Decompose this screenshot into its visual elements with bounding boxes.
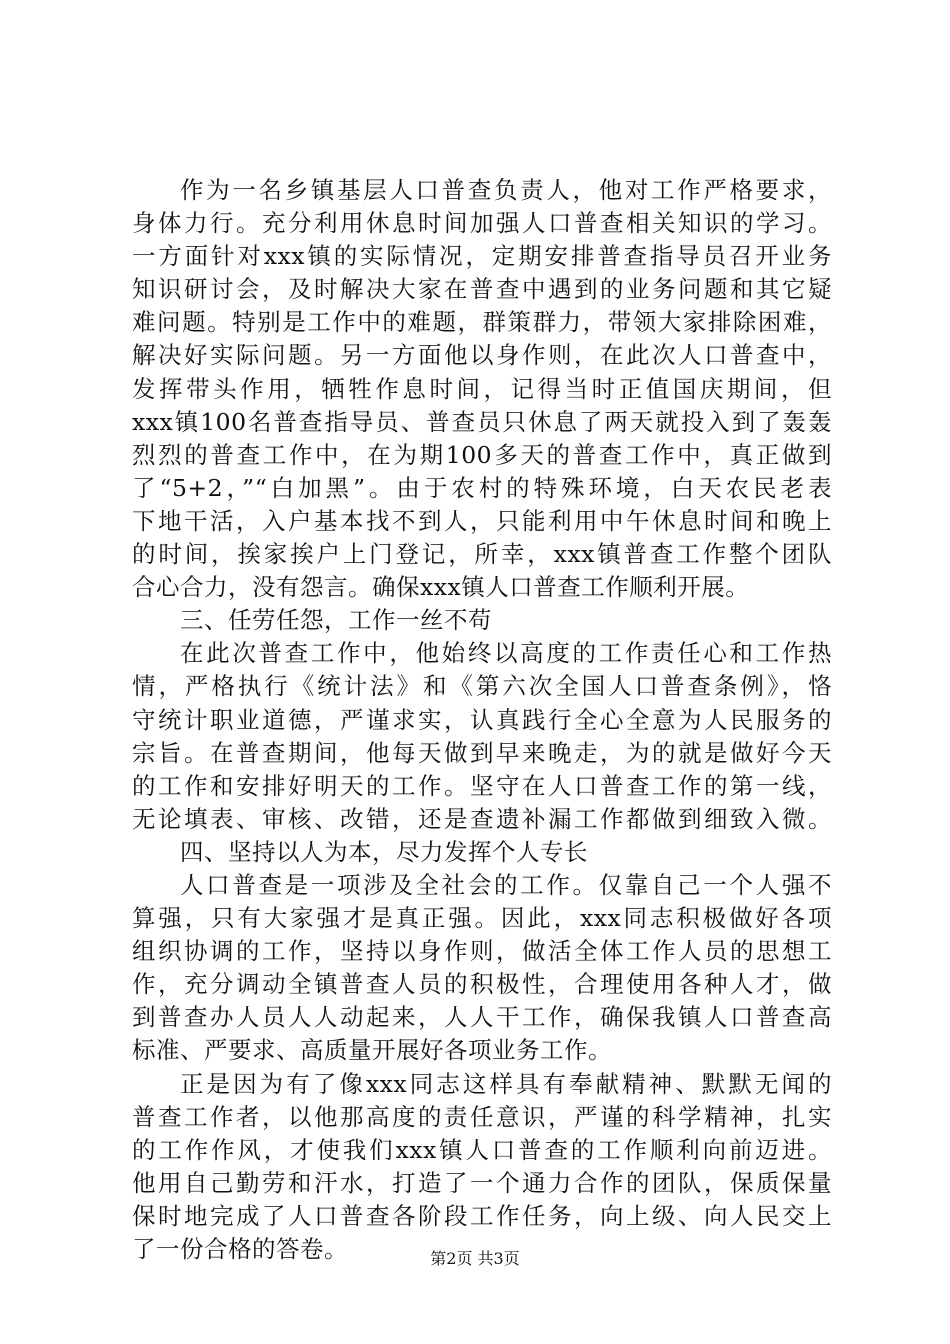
text-line: 了“5+2，”“白加黑”。由于农村的特殊环境，白天农民老表 xyxy=(132,473,832,502)
section-heading: 三、任劳任怨，工作一丝不苟 xyxy=(180,606,492,635)
text-line: 知识研讨会，及时解决大家在普查中遇到的业务问题和其它疑 xyxy=(132,275,832,304)
text-line: 下地干活，入户基本找不到人，只能利用中午休息时间和晚上 xyxy=(132,506,832,535)
text-line: 的时间，挨家挨户上门登记，所幸，xxx镇普查工作整个团队 xyxy=(132,540,832,569)
section-heading: 四、坚持以人为本，尽力发挥个人专长 xyxy=(180,837,588,866)
text-line: 他用自己勤劳和汗水，打造了一个通力合作的团队，保质保量 xyxy=(132,1168,832,1197)
text-line: 作为一名乡镇基层人口普查负责人，他对工作严格要求， xyxy=(180,176,832,204)
text-line: 解决好实际问题。另一方面他以身作则，在此次人口普查中， xyxy=(132,341,832,370)
text-line: 普查工作者，以他那高度的责任意识，严谨的科学精神，扎实 xyxy=(132,1102,832,1131)
text-line: 的工作作风，才使我们xxx镇人口普查的工作顺利向前迈进。 xyxy=(132,1135,832,1164)
text-line: 组织协调的工作，坚持以身作则，做活全体工作人员的思想工 xyxy=(132,937,832,966)
text-line: 身体力行。充分利用休息时间加强人口普查相关知识的学习。 xyxy=(132,209,832,238)
text-line: 正是因为有了像xxx同志这样具有奉献精神、默默无闻的 xyxy=(180,1069,832,1098)
text-line: 烈烈的普查工作中，在为期100多天的普查工作中，真正做到 xyxy=(132,440,832,469)
text-line: 到普查办人员人人动起来，人人干工作，确保我镇人口普查高 xyxy=(132,1003,832,1032)
text-line: 情，严格执行《统计法》和《第六次全国人口普查条例》，恪 xyxy=(132,672,832,701)
text-line: 算强，只有大家强才是真正强。因此，xxx同志积极做好各项 xyxy=(132,904,832,933)
text-line: 在此次普查工作中，他始终以高度的工作责任心和工作热 xyxy=(180,639,832,668)
text-line: xxx镇100名普查指导员、普查员只休息了两天就投入到了轰轰 xyxy=(132,407,832,436)
text-line: 宗旨。在普查期间，他每天做到早来晚走，为的就是做好今天 xyxy=(132,738,832,767)
text-line: 作，充分调动全镇普查人员的积极性，合理使用各种人才，做 xyxy=(132,970,832,999)
text-line: 合心合力，没有怨言。确保xxx镇人口普查工作顺利开展。 xyxy=(132,573,750,602)
text-line: 难问题。特别是工作中的难题，群策群力，带领大家排除困难， xyxy=(132,308,832,337)
document-body xyxy=(132,174,832,1266)
page-footer: 第2页 共3页 xyxy=(430,1249,520,1268)
text-line: 发挥带头作用，牺牲作息时间，记得当时正值国庆期间，但 xyxy=(132,374,832,403)
text-line: 一方面针对xxx镇的实际情况，定期安排普查指导员召开业务 xyxy=(132,242,832,271)
text-line: 了一份合格的答卷。 xyxy=(132,1235,348,1263)
text-line: 保时地完成了人口普查各阶段工作任务，向上级、向人民交上 xyxy=(132,1201,832,1230)
text-line: 标准、严要求、高质量开展好各项业务工作。 xyxy=(132,1036,612,1065)
text-line: 无论填表、审核、改错，还是查遗补漏工作都做到细致入微。 xyxy=(132,804,832,833)
text-line: 守统计职业道德，严谨求实，认真践行全心全意为人民服务的 xyxy=(132,705,832,734)
text-line: 的工作和安排好明天的工作。坚守在人口普查工作的第一线， xyxy=(132,771,832,800)
text-line: 人口普查是一项涉及全社会的工作。仅靠自己一个人强不 xyxy=(180,870,832,899)
